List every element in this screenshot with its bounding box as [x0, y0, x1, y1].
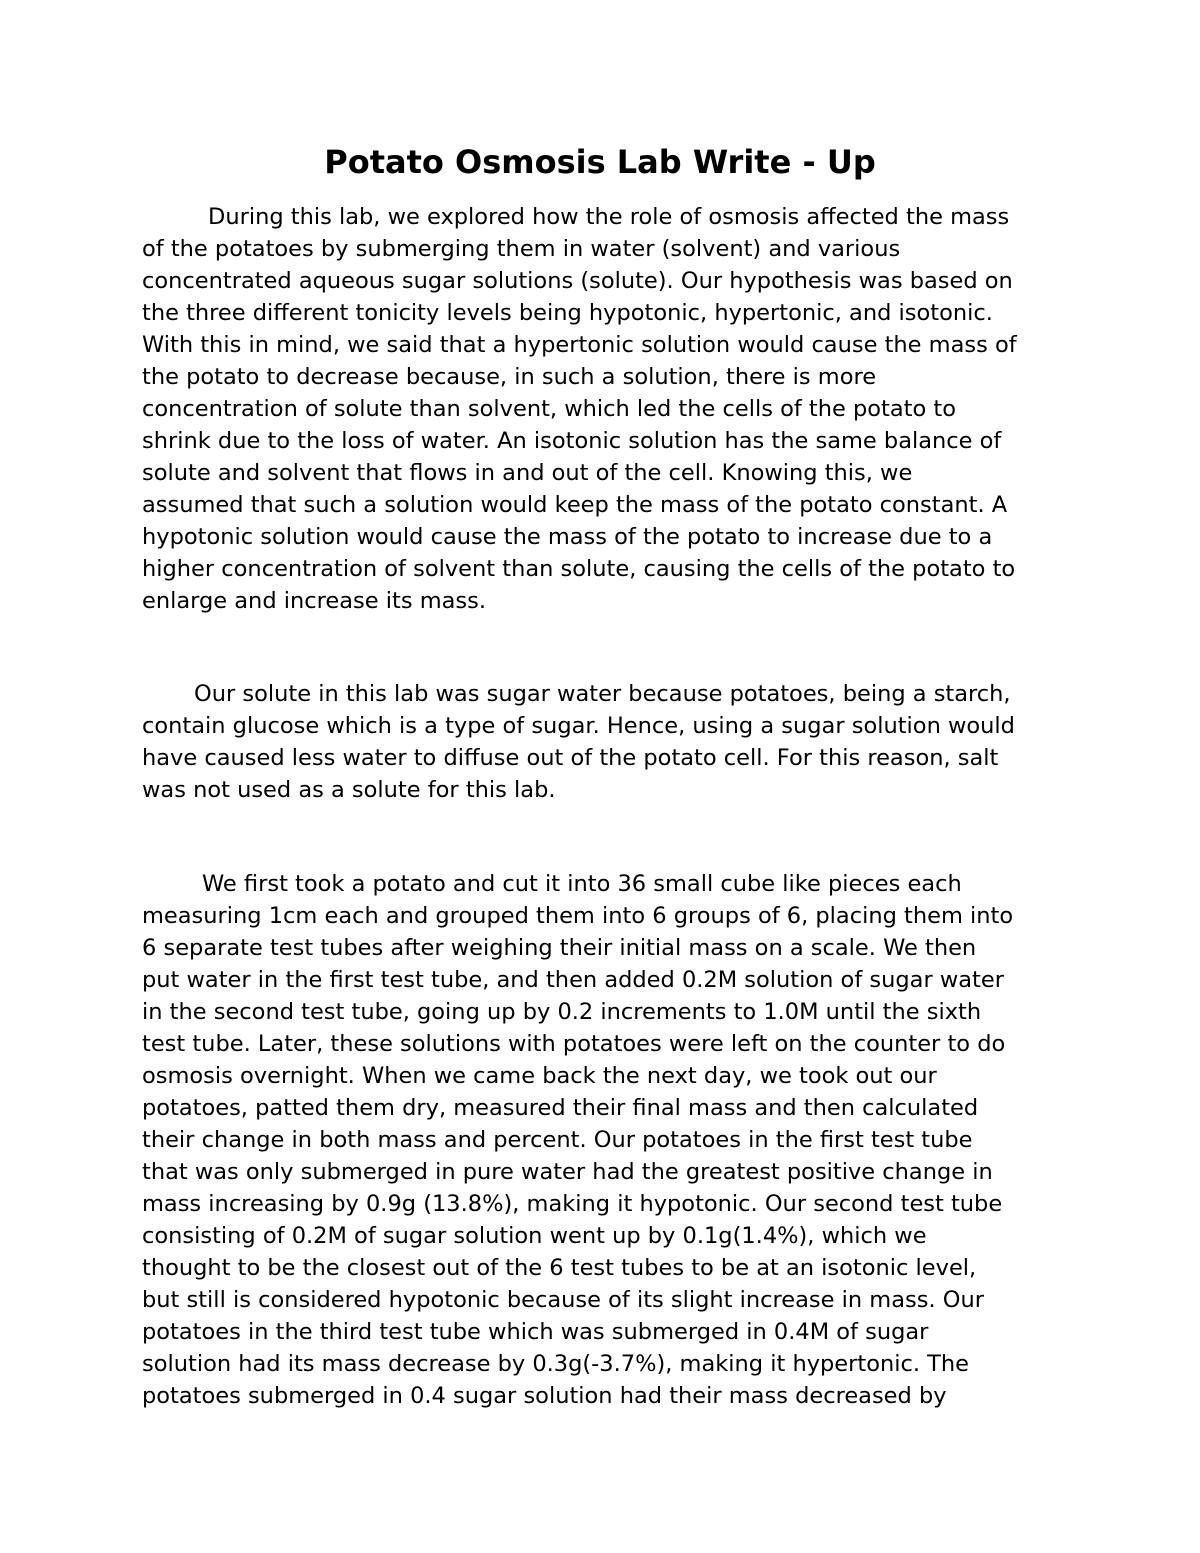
paragraph-line: enlarge and increase its mass. — [142, 588, 486, 614]
paragraph-line: With this in mind, we said that a hypertonic solution would cause the mass of — [142, 332, 1017, 358]
paragraph-line: We first took a potato and cut it into 36 small cube like pieces each — [202, 871, 962, 897]
paragraph-line: but still is considered hypotonic because of its slight increase in mass. Our — [142, 1287, 984, 1313]
paragraph-line: contain glucose which is a type of sugar. Hence, using a sugar solution would — [142, 713, 1015, 739]
paragraph-line: concentration of solute than solvent, which led the cells of the potato to — [142, 396, 956, 422]
paragraph-line: concentrated aqueous sugar solutions (solute). Our hypothesis was based on — [142, 268, 1013, 294]
paragraph-line: 6 separate test tubes after weighing their initial mass on a scale. We then — [142, 935, 977, 961]
paragraph-line: in the second test tube, going up by 0.2 increments to 1.0M until the sixth — [142, 999, 982, 1025]
paragraph-line: higher concentration of solvent than solute, causing the cells of the potato to — [142, 556, 1016, 582]
paragraph-line: Our solute in this lab was sugar water because potatoes, being a starch, — [194, 681, 1011, 707]
paragraph-line: the three different tonicity levels being hypotonic, hypertonic, and isotonic. — [142, 300, 993, 326]
paragraph-line: During this lab, we explored how the role of osmosis affected the mass — [208, 204, 1010, 230]
paragraph-line: was not used as a solute for this lab. — [142, 777, 556, 803]
paragraph-line: potatoes, patted them dry, measured their final mass and then calculated — [142, 1095, 979, 1121]
paragraph-line: of the potatoes by submerging them in water (solvent) and various — [142, 236, 901, 262]
paragraph-line: potatoes submerged in 0.4 sugar solution had their mass decreased by — [142, 1383, 947, 1409]
paragraph-line: consisting of 0.2M of sugar solution went up by 0.1g(1.4%), which we — [142, 1223, 927, 1249]
paragraph-line: thought to be the closest out of the 6 test tubes to be at an isotonic level, — [142, 1255, 977, 1281]
paragraph-line: solution had its mass decrease by 0.3g(-3.7%), making it hypertonic. The — [142, 1351, 970, 1377]
paragraph-line: assumed that such a solution would keep the mass of the potato constant. A — [142, 492, 1008, 518]
paragraph-line: test tube. Later, these solutions with potatoes were left on the counter to do — [142, 1031, 1006, 1057]
paragraph-line: have caused less water to diffuse out of the potato cell. For this reason, salt — [142, 745, 999, 771]
paragraph-line: potatoes in the third test tube which was submerged in 0.4M of sugar — [142, 1319, 929, 1345]
document-title: Potato Osmosis Lab Write - Up — [324, 143, 876, 181]
paragraph-line: the potato to decrease because, in such a solution, there is more — [142, 364, 877, 390]
paragraph-line: put water in the first test tube, and then added 0.2M solution of sugar water — [142, 967, 1004, 993]
paragraph-line: measuring 1cm each and grouped them into 6 groups of 6, placing them into — [142, 903, 1014, 929]
paragraph-line: mass increasing by 0.9g (13.8%), making it hypotonic. Our second test tube — [142, 1191, 1003, 1217]
paragraph-line: solute and solvent that flows in and out of the cell. Knowing this, we — [142, 460, 913, 486]
paragraph-line: hypotonic solution would cause the mass of the potato to increase due to a — [142, 524, 993, 550]
paragraph-line: that was only submerged in pure water had the greatest positive change in — [142, 1159, 993, 1185]
paragraph-line: shrink due to the loss of water. An isotonic solution has the same balance of — [142, 428, 1002, 454]
paragraph-line: osmosis overnight. When we came back the next day, we took out our — [142, 1063, 937, 1089]
paragraph-line: their change in both mass and percent. Our potatoes in the first test tube — [142, 1127, 973, 1153]
